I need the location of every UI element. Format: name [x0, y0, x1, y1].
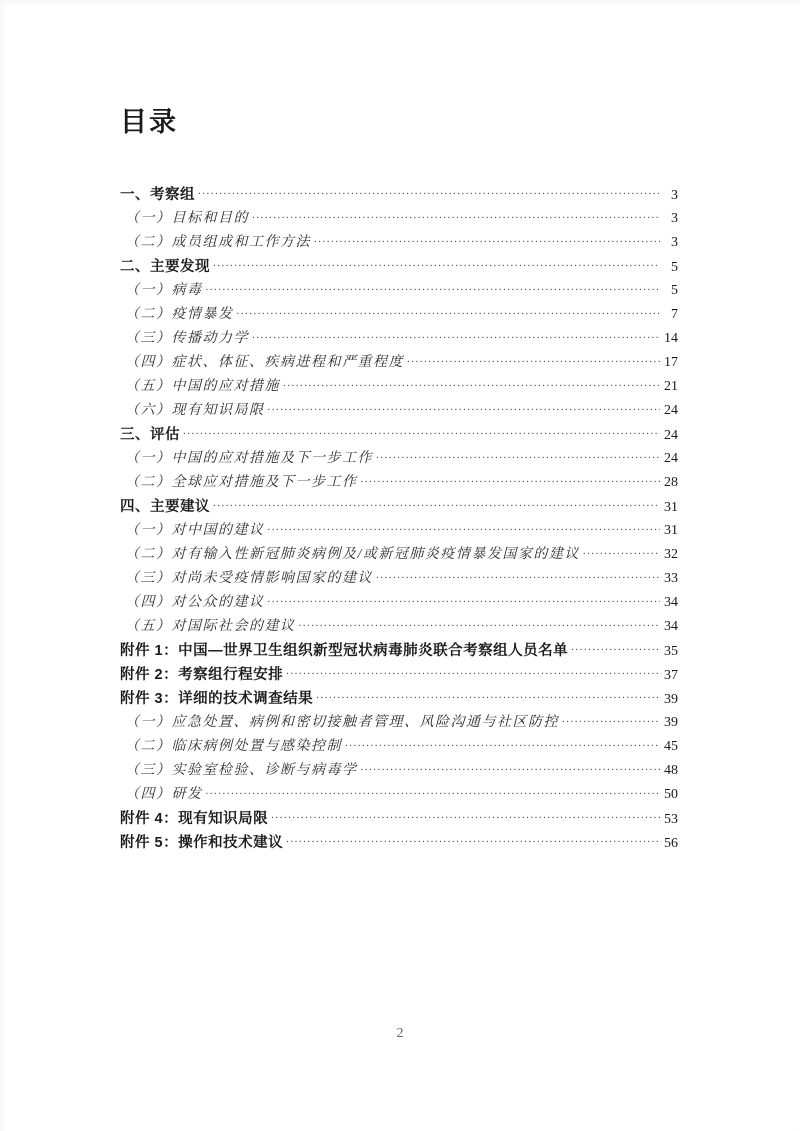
dot-leader — [286, 826, 660, 851]
toc-entry-label: 附件 2：考察组行程安排 — [120, 667, 284, 683]
toc-entry-label: 附件 3：详细的技术调查结果 — [120, 691, 314, 707]
dot-leader — [183, 418, 660, 443]
toc-page-number: 24 — [664, 403, 678, 418]
toc-entry-label: （一）目标和目的 — [125, 211, 249, 226]
dot-leader — [286, 658, 660, 683]
toc-entry-label: 附件 1：中国—世界卫生组织新型冠状病毒肺炎联合考察组人员名单 — [120, 643, 569, 659]
toc-page-number: 21 — [664, 379, 678, 394]
toc-entry-label: （四）研发 — [125, 787, 203, 802]
toc-entry-label: 四、主要建议 — [120, 499, 210, 515]
dot-leader — [206, 778, 661, 803]
dot-leader — [345, 730, 660, 755]
footer-page-number: 2 — [396, 1026, 404, 1041]
toc-entry-label: 附件 5：操作和技术建议 — [120, 835, 284, 851]
toc-entry-label: （五）中国的应对措施 — [125, 379, 280, 394]
dot-leader — [213, 490, 660, 515]
toc-page-number: 39 — [664, 692, 678, 707]
toc-entry-label: （二）临床病例处置与感染控制 — [125, 739, 342, 754]
toc-page-number: 45 — [664, 739, 678, 754]
toc-entry — [120, 831, 678, 855]
dot-leader — [213, 250, 660, 275]
toc-page-number: 39 — [664, 715, 678, 730]
toc-page-number: 24 — [664, 428, 678, 443]
toc-page-number: 17 — [664, 355, 678, 370]
toc-list — [120, 183, 678, 855]
toc-page-number: 32 — [664, 547, 678, 562]
dot-leader — [271, 802, 660, 827]
toc-entry-label: （四）症状、体征、疾病进程和严重程度 — [125, 355, 404, 370]
toc-entry-label: （一）对中国的建议 — [125, 523, 265, 538]
dot-leader — [268, 394, 661, 419]
toc-page-number: 14 — [664, 331, 678, 346]
dot-leader — [299, 610, 661, 635]
dot-leader — [268, 586, 661, 611]
toc-entry-label: （五）对国际社会的建议 — [125, 619, 296, 634]
dot-leader — [376, 562, 660, 587]
toc-page-number: 56 — [664, 836, 678, 851]
dot-leader — [268, 514, 661, 539]
toc-page-number: 33 — [664, 571, 678, 586]
toc-page-number: 31 — [664, 523, 678, 538]
dot-leader — [316, 682, 660, 707]
toc-page-number: 37 — [664, 668, 678, 683]
dot-leader — [283, 370, 660, 395]
toc-page-number: 50 — [664, 787, 678, 802]
toc-page-number: 34 — [664, 595, 678, 610]
toc-entry-label: （二）成员组成和工作方法 — [125, 235, 311, 250]
dot-leader — [314, 226, 660, 251]
toc-entry-label: 附件 4：现有知识局限 — [120, 811, 269, 827]
toc-entry-label: 二、主要发现 — [120, 259, 210, 275]
dot-leader — [252, 322, 660, 347]
toc-entry-label: （三）实验室检验、诊断与病毒学 — [125, 763, 358, 778]
dot-leader — [206, 274, 661, 299]
toc-page-number: 3 — [671, 235, 678, 250]
dot-leader — [583, 538, 660, 563]
toc-title: 目录 — [120, 107, 178, 137]
toc-page-number: 24 — [664, 451, 678, 466]
toc-page-number: 28 — [664, 475, 678, 490]
toc-page-number: 5 — [671, 283, 678, 298]
dot-leader — [376, 442, 660, 467]
dot-leader — [361, 754, 661, 779]
toc-page-number: 35 — [664, 644, 678, 659]
toc-page-number: 34 — [664, 619, 678, 634]
toc-entry-label: （三）对尚未受疫情影响国家的建议 — [125, 571, 373, 586]
dot-leader — [237, 298, 661, 323]
toc-entry-label: （一）中国的应对措施及下一步工作 — [125, 451, 373, 466]
toc-entry-label: （四）对公众的建议 — [125, 595, 265, 610]
toc-entry-label: （三）传播动力学 — [125, 331, 249, 346]
dot-leader — [252, 202, 660, 227]
dot-leader — [361, 466, 661, 491]
toc-entry-label: （一）病毒 — [125, 283, 203, 298]
toc-entry-label: （二）疫情暴发 — [125, 307, 234, 322]
dot-leader — [562, 706, 660, 731]
toc-page-number: 3 — [671, 188, 678, 203]
toc-entry-label: （六）现有知识局限 — [125, 403, 265, 418]
dot-leader — [571, 634, 660, 659]
toc-page-number: 7 — [671, 307, 678, 322]
toc-entry-label: 一、考察组 — [120, 187, 195, 203]
dot-leader — [407, 346, 660, 371]
toc-page-number: 31 — [664, 500, 678, 515]
toc-page-number: 5 — [671, 260, 678, 275]
toc-entry-label: （二）全球应对措施及下一步工作 — [125, 475, 358, 490]
toc-entry-label: （二）对有输入性新冠肺炎病例及/或新冠肺炎疫情暴发国家的建议 — [125, 547, 580, 562]
dot-leader — [198, 178, 660, 203]
toc-entry-label: （一）应急处置、病例和密切接触者管理、风险沟通与社区防控 — [125, 715, 559, 730]
toc-entry-label: 三、评估 — [120, 427, 180, 443]
toc-page-number: 53 — [664, 812, 678, 827]
toc-page-number: 3 — [671, 211, 678, 226]
toc-page-number: 48 — [664, 763, 678, 778]
